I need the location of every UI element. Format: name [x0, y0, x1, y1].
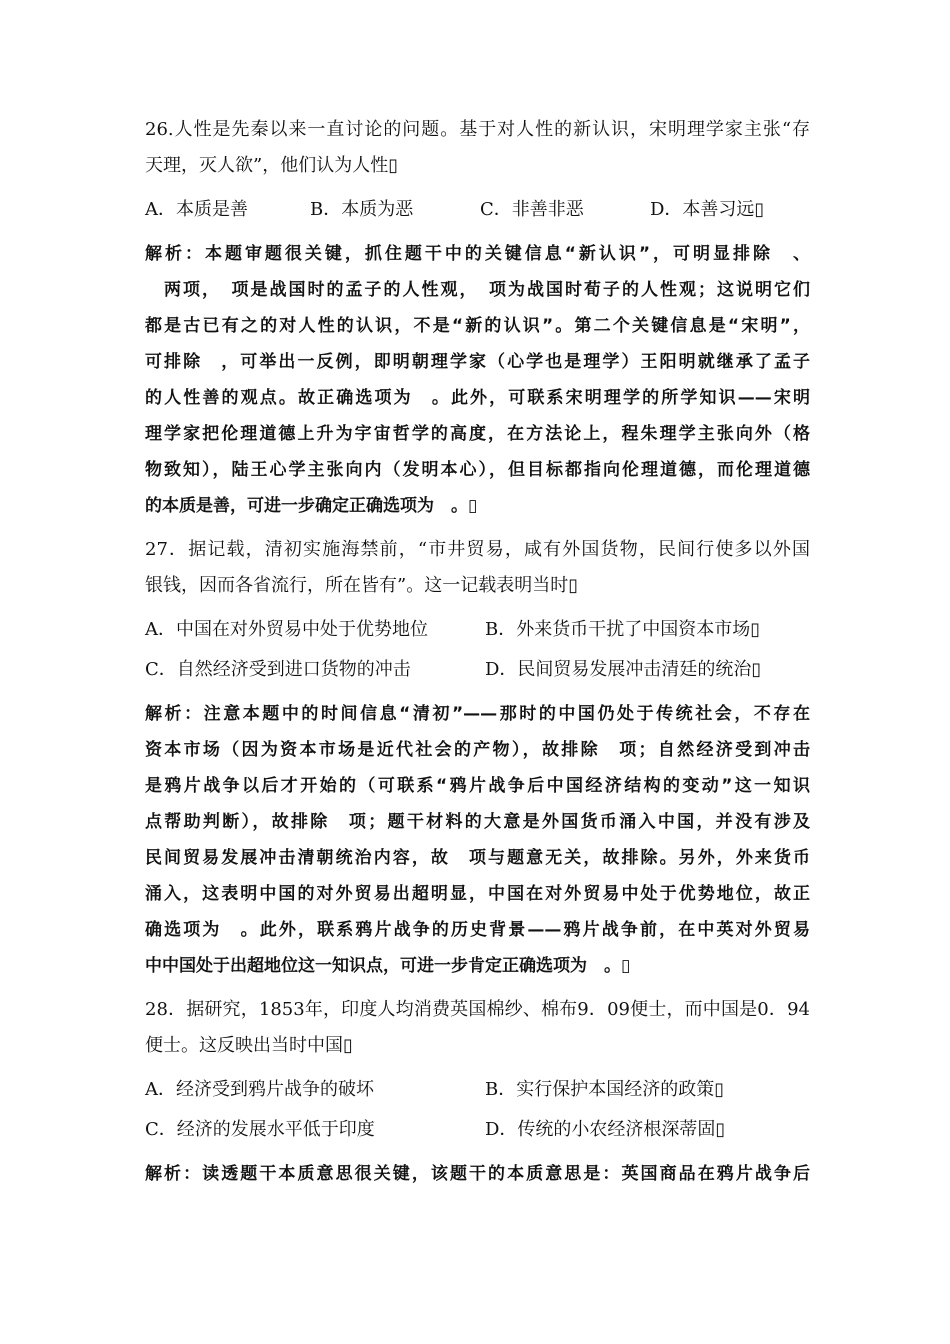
- question-stem-line: 26.人性是先秦以来一直讨论的问题。基于对人性的新认识，宋明理学家主张“存: [145, 119, 810, 140]
- options-row: [145, 1110, 810, 1150]
- question-stem-line: 天理，灭人欲”，他们认为人性▯: [145, 155, 399, 176]
- analysis-line: 确选项为 。此外，联系鸦片战争的历史背景——鸦片战争前，在中英对外贸易: [145, 920, 810, 940]
- question-stem-line: 28．据研究，1853年，印度人均消费英国棉纱、棉布9．09便士，而中国是0．94: [145, 999, 810, 1020]
- document-page: [145, 112, 810, 1192]
- question-26: [145, 112, 810, 524]
- analysis-line: 解析：注意本题中的时间信息“清初”——那时的中国仍处于传统社会，不存在: [145, 704, 810, 724]
- options-row: [145, 190, 810, 230]
- analysis-line: 两项， 项是战国时的孟子的人性观， 项为战国时荀子的人性观；这说明它们: [145, 280, 810, 300]
- option-b: B．实行保护本国经济的政策▯: [485, 1079, 725, 1100]
- analysis-block: [145, 236, 810, 524]
- option-a: A．本质是善: [145, 199, 248, 220]
- analysis-line: 资本市场（因为资本市场是近代社会的产物），故排除 项；自然经济受到冲击: [145, 740, 810, 760]
- analysis-line: 可排除 ，可举出一反例，即明朝理学家（心学也是理学）王阳明就继承了孟子: [145, 352, 810, 372]
- analysis-block: [145, 696, 810, 984]
- options-row: [145, 1070, 810, 1110]
- analysis-line: 都是古已有之的对人性的认识，不是“新的认识”。第二个关键信息是“宋明”，: [145, 316, 810, 336]
- analysis-line: 理学家把伦理道德上升为宇宙哲学的高度，在方法论上，程朱理学主张向外（格: [145, 424, 810, 444]
- option-d: D．本善习远▯: [650, 199, 765, 220]
- question-28: [145, 992, 810, 1192]
- option-c: C．经济的发展水平低于印度: [145, 1119, 375, 1140]
- option-b: B．本质为恶: [310, 199, 414, 220]
- option-a: A．中国在对外贸易中处于优势地位: [145, 619, 428, 640]
- analysis-line: 是鸦片战争以后才开始的（可联系“鸦片战争后中国经济结构的变动”这一知识: [145, 776, 810, 796]
- question-stem-line: 便士。这反映出当时中国▯: [145, 1035, 353, 1056]
- option-c: C．自然经济受到进口货物的冲击: [145, 659, 411, 680]
- option-b: B．外来货币干扰了中国资本市场▯: [485, 619, 761, 640]
- analysis-line: 的本质是善，可进一步确定正确选项为 。▯: [145, 496, 478, 516]
- options-row: [145, 650, 810, 690]
- question-27: [145, 532, 810, 984]
- options-row: [145, 610, 810, 650]
- option-d: D．民间贸易发展冲击清廷的统治▯: [485, 659, 762, 680]
- analysis-line: 的人性善的观点。故正确选项为 。此外，可联系宋明理学的所学知识——宋明: [145, 388, 810, 408]
- analysis-line: 解析：读透题干本质意思很关键，该题干的本质意思是：英国商品在鸦片战争后: [145, 1164, 810, 1184]
- question-stem-line: 27．据记载，清初实施海禁前，“市井贸易，咸有外国货物，民间行使多以外国: [145, 539, 810, 560]
- option-d: D．传统的小农经济根深蒂固▯: [485, 1119, 726, 1140]
- analysis-line: 中中国处于出超地位这一知识点，可进一步肯定正确选项为 。▯: [145, 956, 631, 976]
- option-a: A．经济受到鸦片战争的破坏: [145, 1079, 374, 1100]
- analysis-line: 点帮助判断），故排除 项；题干材料的大意是外国货币涌入中国，并没有涉及: [145, 812, 810, 832]
- question-stem-line: 银钱，因而各省流行，所在皆有”。这一记载表明当时▯: [145, 575, 579, 596]
- option-c: C．非善非恶: [480, 199, 584, 220]
- analysis-line: 物致知），陆王心学主张向内（发明本心），但目标都指向伦理道德，而伦理道德: [145, 460, 810, 480]
- analysis-line: 解析：本题审题很关键，抓住题干中的关键信息“新认识”，可明显排除 、: [145, 244, 810, 264]
- analysis-line: 民间贸易发展冲击清朝统治内容，故 项与题意无关，故排除。另外，外来货币: [145, 848, 810, 868]
- analysis-block: [145, 1156, 810, 1192]
- analysis-line: 涌入，这表明中国的对外贸易出超明显，中国在对外贸易中处于优势地位，故正: [145, 884, 810, 904]
